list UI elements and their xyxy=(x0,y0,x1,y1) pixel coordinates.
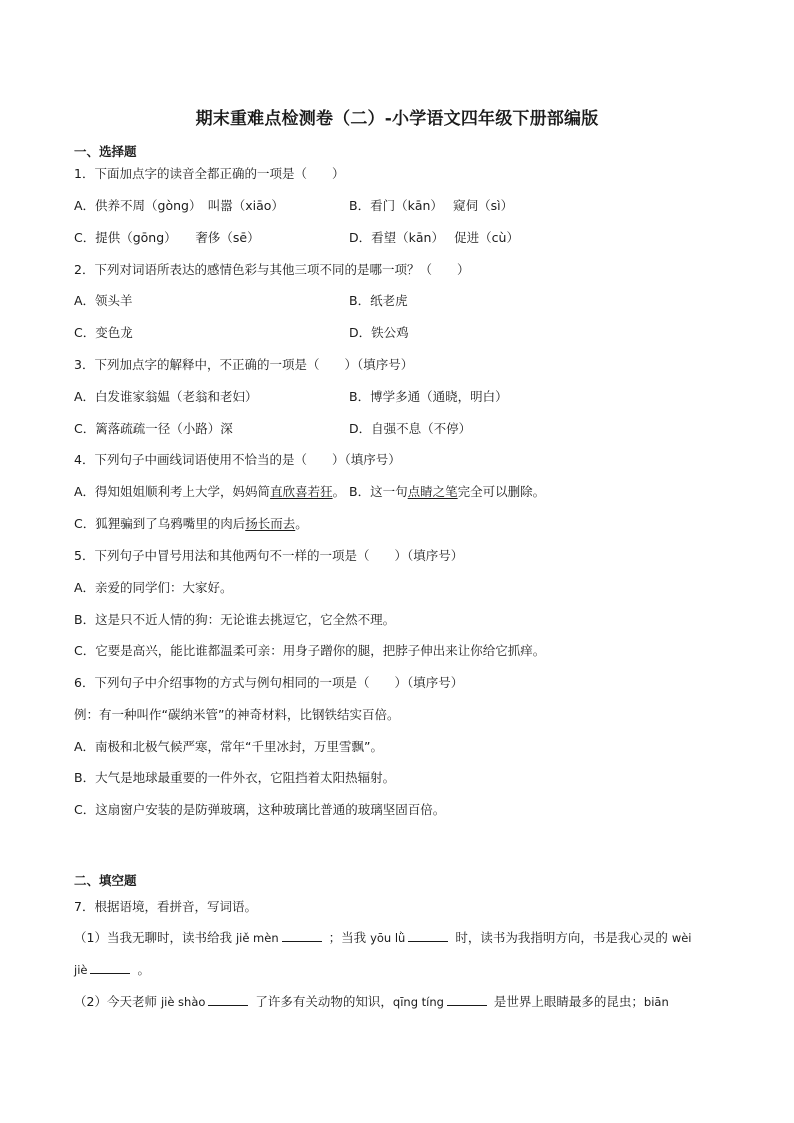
question-3-option-d: D．自强不息（不停） xyxy=(349,421,472,436)
question-6-option-a: A．南极和北极气候严寒，常年“千里冰封，万里雪飘”。 xyxy=(74,739,384,754)
question-7-line-3 xyxy=(74,994,669,1010)
pinyin-hint: yōu lǜ xyxy=(370,931,406,945)
question-5-option-c: C．它要是高兴，能比谁都温柔可亲：用身子蹭你的腿，把脖子伸出来让你给它抓痒。 xyxy=(74,643,546,658)
underlined-phrase-c: 扬长而去 xyxy=(245,516,296,531)
answer-blank[interactable] xyxy=(90,962,130,974)
pinyin-hint: wèi xyxy=(671,931,692,945)
question-5-stem: 5．下列句子中冒号用法和其他两句不一样的一项是（ ）（填序号） xyxy=(74,548,464,563)
question-1-option-b: B．看门（kān） 窥伺（sì） xyxy=(349,198,514,213)
option-c-tail: 。 xyxy=(295,516,308,531)
option-a-text: A．得知姐姐顺利考上大学，妈妈简 xyxy=(74,484,271,499)
fill-text: （1）当我无聊时，读书给我 xyxy=(74,930,236,945)
question-1-option-d: D．看望（kān） 促进（cù） xyxy=(349,230,519,245)
fill-text: 时，读书为我指明方向，书是我心灵的 xyxy=(451,930,672,945)
question-4-options-ab xyxy=(74,484,545,500)
question-6-option-b: B．大气是地球最重要的一件外衣，它阻挡着太阳热辐射。 xyxy=(74,770,396,785)
question-3-option-c: C．篱落疏疏一径（小路）深 xyxy=(74,421,233,436)
pinyin-hint: jiè xyxy=(74,963,88,977)
question-1-stem: 1．下面加点字的读音全都正确的一项是（ ） xyxy=(74,166,345,181)
question-6-option-c: C．这扇窗户安装的是防弹玻璃，这种玻璃比普通的玻璃坚固百倍。 xyxy=(74,802,446,817)
question-6-example: 例：有一种叫作“碳纳米管”的神奇材料，比钢铁结实百倍。 xyxy=(74,707,400,722)
question-2-stem: 2．下列对词语所表达的感情色彩与其他三项不同的是哪一项？（ ） xyxy=(74,262,470,277)
question-3-stem: 3．下列加点字的解释中，不正确的一项是（ ）（填序号） xyxy=(74,357,414,372)
question-5-option-a: A．亲爱的同学们：大家好。 xyxy=(74,580,233,595)
section-heading-choice: 一、选择题 xyxy=(74,144,137,159)
question-7-stem: 7．根据语境，看拼音，写词语。 xyxy=(74,899,257,914)
pinyin-hint: biān xyxy=(643,995,669,1009)
option-b-tail: 完全可以删除。 xyxy=(457,484,546,499)
question-1-option-c: C．提供（gōng） 奢侈（sē） xyxy=(74,230,260,245)
answer-blank[interactable] xyxy=(447,994,487,1006)
section-heading-fill: 二、填空题 xyxy=(74,873,137,888)
fill-text: （2）今天老师 xyxy=(74,994,161,1009)
option-c-text: C．狐狸骗到了乌鸦嘴里的肉后 xyxy=(74,516,246,531)
question-7-line-1 xyxy=(74,930,692,946)
fill-text: 。 xyxy=(133,962,150,977)
pinyin-hint: qīng tíng xyxy=(392,995,444,1009)
question-3-option-b: B．博学多通（通晓，明白） xyxy=(349,389,508,404)
question-4-option-c xyxy=(74,516,308,532)
fill-text: 了许多有关动物的知识， xyxy=(251,994,393,1009)
answer-blank[interactable] xyxy=(282,930,322,942)
answer-blank[interactable] xyxy=(208,994,248,1006)
page-title: 期末重难点检测卷（二）-小学语文四年级下册部编版 xyxy=(195,109,599,129)
question-1-option-a: A．供养不周（gòng） 叫嚣（xiāo） xyxy=(74,198,284,213)
fill-text: 是世界上眼睛最多的昆虫； xyxy=(489,994,644,1009)
question-2-option-b: B．纸老虎 xyxy=(349,293,408,308)
pinyin-hint: jiè shào xyxy=(160,995,206,1009)
question-5-option-b: B．这是只不近人情的狗：无论谁去挑逗它，它全然不理。 xyxy=(74,612,396,627)
question-4-stem: 4．下列句子中画线词语使用不恰当的是（ ）（填序号） xyxy=(74,452,401,467)
fill-text: ；当我 xyxy=(324,930,371,945)
pinyin-hint: jiě mèn xyxy=(235,931,279,945)
underlined-phrase-b: 点睛之笔 xyxy=(407,484,458,499)
question-2-option-c: C．变色龙 xyxy=(74,325,133,340)
underlined-phrase-a: 直欣喜若狂 xyxy=(270,484,333,499)
question-3-option-a: A．白发谁家翁媪（老翁和老妇） xyxy=(74,389,258,404)
question-2-option-d: D．铁公鸡 xyxy=(349,325,409,340)
question-6-stem: 6．下列句子中介绍事物的方式与例句相同的一项是（ ）（填序号） xyxy=(74,675,464,690)
question-7-line-2 xyxy=(74,962,150,978)
option-a-tail: 。 B．这一句 xyxy=(332,484,408,499)
question-2-option-a: A．领头羊 xyxy=(74,293,133,308)
answer-blank[interactable] xyxy=(408,930,448,942)
